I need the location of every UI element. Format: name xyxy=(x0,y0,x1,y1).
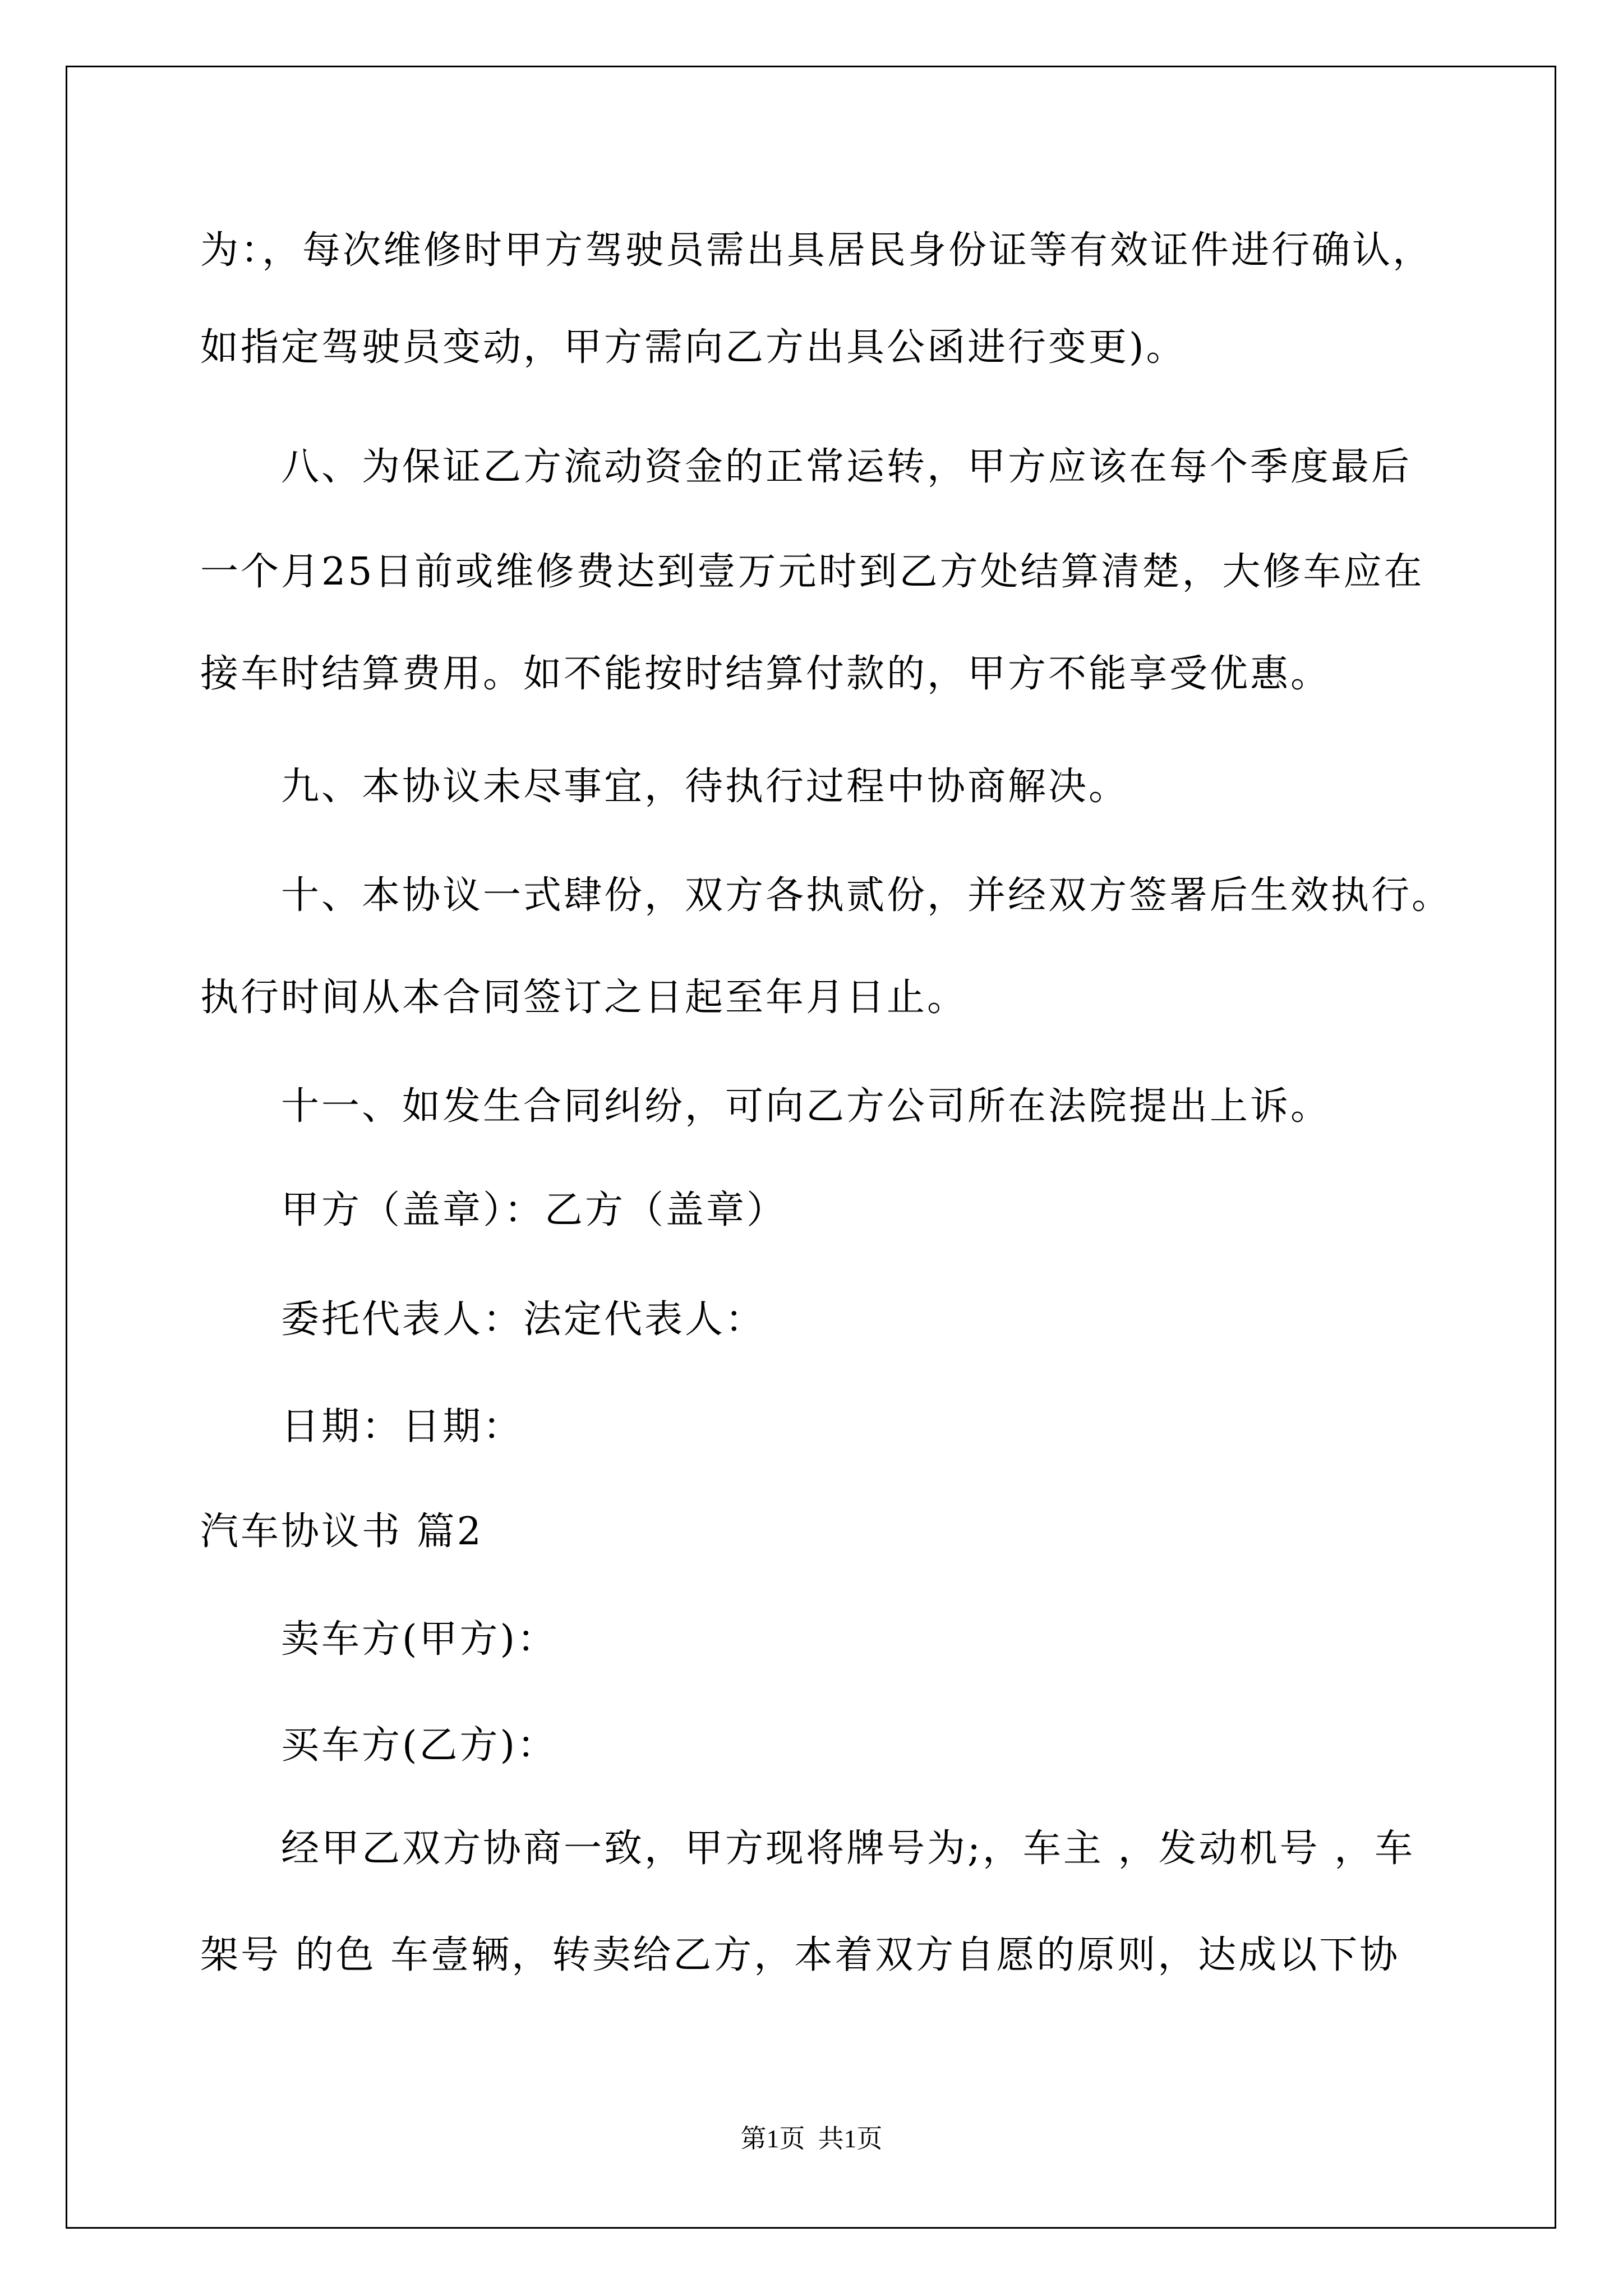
body-line-8: 执行时间从本合同签订之日起至年月日止。 xyxy=(200,976,968,1020)
body-line-5: 接车时结算费用。如不能按时结算付款的，甲方不能享受优惠。 xyxy=(200,652,1331,696)
body-line-11: 委托代表人：法定代表人： xyxy=(200,1297,766,1342)
body-line-12: 日期：日期： xyxy=(200,1405,524,1449)
body-line-6: 九、本协议未尽事宜，待执行过程中协商解决。 xyxy=(200,765,1129,809)
body-line-9: 十一、如发生合同纠纷，可向乙方公司所在法院提出上诉。 xyxy=(200,1084,1331,1129)
body-line-1: 为：，每次维修时甲方驾驶员需出具居民身份证等有效证件进行确认， xyxy=(200,228,1433,273)
body-line-4: 一个月25日前或维修费达到壹万元时到乙方处结算清楚，大修车应在 xyxy=(200,550,1424,594)
body-line-10: 甲方（盖章）：乙方（盖章） xyxy=(200,1188,787,1232)
page-number-footer: 第1页 共1页 xyxy=(740,2124,883,2153)
page-border xyxy=(66,66,1556,2229)
section-heading: 汽车协议书 篇2 xyxy=(200,1510,483,1554)
body-line-7: 十、本协议一式肆份，双方各执贰份，并经双方签署后生效执行。 xyxy=(200,873,1453,918)
body-line-3: 八、为保证乙方流动资金的正常运转，甲方应该在每个季度最后 xyxy=(200,445,1412,489)
body-line-14: 卖车方(甲方)： xyxy=(200,1617,558,1662)
body-line-16: 经甲乙双方协商一致，甲方现将牌号为;，车主 ，发动机号 ，车 xyxy=(200,1826,1415,1871)
body-line-2: 如指定驾驶员变动，甲方需向乙方出具公函进行变更)。 xyxy=(200,325,1187,370)
body-line-15: 买车方(乙方)： xyxy=(200,1723,558,1768)
body-line-17: 架号 的色 车壹辆，转卖给乙方，本着双方自愿的原则，达成以下协 xyxy=(200,1933,1400,1977)
